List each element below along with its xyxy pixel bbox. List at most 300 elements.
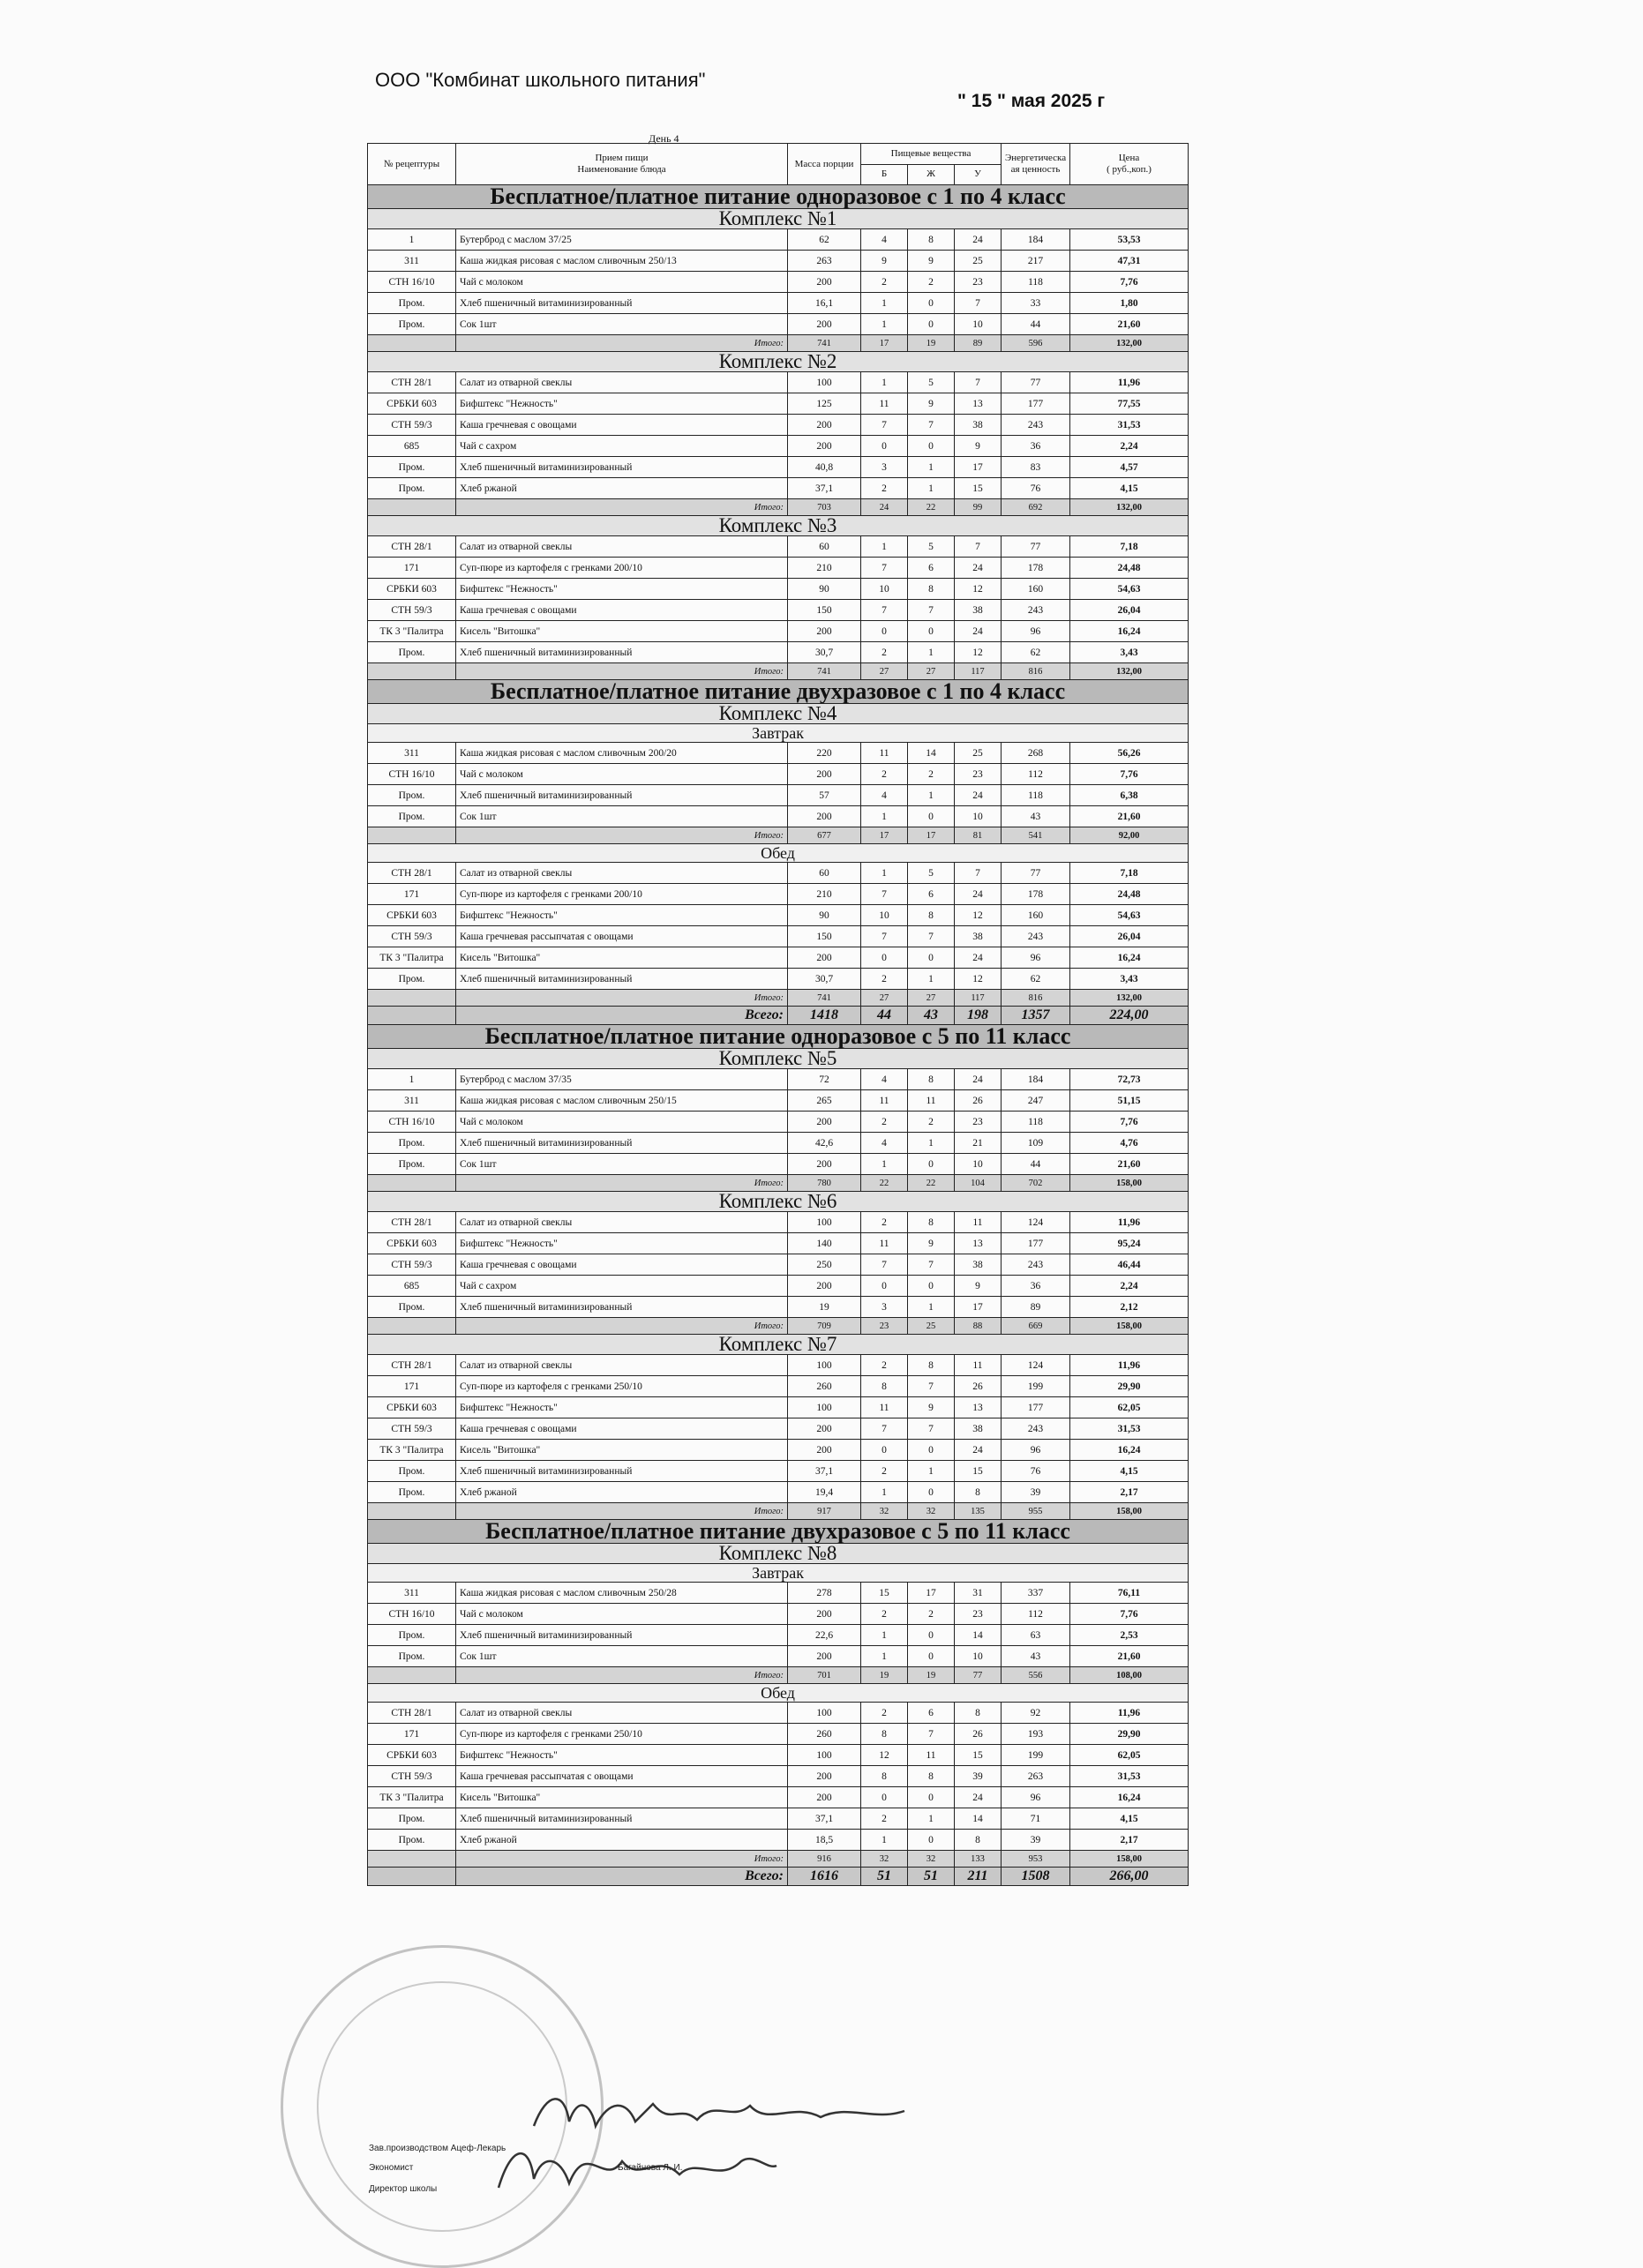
dish-b: 11 [861, 743, 908, 764]
dish-mass: 19,4 [788, 1482, 861, 1503]
dish-b: 1 [861, 1625, 908, 1646]
recipe-code: 311 [368, 1090, 456, 1112]
dish-zh: 1 [908, 642, 955, 663]
dish-mass: 200 [788, 314, 861, 335]
dish-e: 62 [1002, 969, 1070, 990]
dish-b: 4 [861, 785, 908, 806]
recipe-code: Пром. [368, 642, 456, 663]
total-b: 22 [861, 1175, 908, 1192]
meal-title-cell: Обед [368, 844, 1189, 863]
total-u: 117 [955, 663, 1002, 680]
dish-zh: 0 [908, 1276, 955, 1297]
recipe-code: Пром. [368, 293, 456, 314]
dish-e: 76 [1002, 1461, 1070, 1482]
total-label: Всего: [456, 1868, 788, 1886]
total-u: 99 [955, 499, 1002, 516]
dish-mass: 200 [788, 1604, 861, 1625]
dish-name: Чай с молоком [456, 1112, 788, 1133]
total-u: 117 [955, 990, 1002, 1007]
recipe-code: СРБКИ 603 [368, 1397, 456, 1418]
recipe-code: Пром. [368, 785, 456, 806]
recipe-code: СРБКИ 603 [368, 579, 456, 600]
dish-b: 7 [861, 926, 908, 947]
dish-zh: 1 [908, 1461, 955, 1482]
recipe-code: Пром. [368, 478, 456, 499]
complex-title-cell: Комплекс №8 [368, 1544, 1189, 1564]
table-body [368, 185, 1189, 1886]
dish-b: 3 [861, 457, 908, 478]
section-title-cell: Бесплатное/платное питание двухразовое с 1 по 4 класс [368, 680, 1189, 704]
dish-mass: 150 [788, 926, 861, 947]
dish-price: 2,24 [1070, 1276, 1189, 1297]
dish-b: 3 [861, 1297, 908, 1318]
dish-b: 2 [861, 1703, 908, 1724]
dish-price: 77,55 [1070, 393, 1189, 415]
total-label: Итого: [456, 1318, 788, 1335]
dish-e: 160 [1002, 579, 1070, 600]
total-empty-cell [368, 1175, 456, 1192]
table-row [368, 1808, 1189, 1830]
total-zh: 51 [908, 1868, 955, 1886]
table-row [368, 1133, 1189, 1154]
dish-name: Бифштекс "Нежность" [456, 393, 788, 415]
col-u-header: У [955, 164, 1002, 185]
dish-b: 11 [861, 1233, 908, 1254]
table-row [368, 436, 1189, 457]
recipe-code: СТН 16/10 [368, 272, 456, 293]
dish-price: 16,24 [1070, 1440, 1189, 1461]
dish-b: 12 [861, 1745, 908, 1766]
dish-u: 21 [955, 1133, 1002, 1154]
dish-u: 15 [955, 1461, 1002, 1482]
total-empty-cell [368, 335, 456, 352]
total-e: 692 [1002, 499, 1070, 516]
total-zh: 19 [908, 1667, 955, 1684]
dish-u: 7 [955, 863, 1002, 884]
dish-u: 10 [955, 1646, 1002, 1667]
dish-zh: 6 [908, 1703, 955, 1724]
dish-mass: 30,7 [788, 969, 861, 990]
dish-mass: 72 [788, 1069, 861, 1090]
dish-price: 4,57 [1070, 457, 1189, 478]
dish-e: 33 [1002, 293, 1070, 314]
dish-u: 13 [955, 1397, 1002, 1418]
table-row [368, 579, 1189, 600]
complex-title-cell: Комплекс №5 [368, 1049, 1189, 1069]
dish-b: 10 [861, 579, 908, 600]
dish-name: Хлеб пшеничный витаминизированный [456, 1461, 788, 1482]
table-row [368, 1440, 1189, 1461]
dish-mass: 57 [788, 785, 861, 806]
dish-u: 38 [955, 926, 1002, 947]
dish-e: 184 [1002, 229, 1070, 251]
dish-name: Хлеб пшеничный витаминизированный [456, 1808, 788, 1830]
dish-e: 77 [1002, 372, 1070, 393]
complex-title [368, 1544, 1189, 1564]
dish-zh: 1 [908, 785, 955, 806]
dish-price: 16,24 [1070, 947, 1189, 969]
dish-e: 43 [1002, 806, 1070, 827]
total-empty-cell [368, 1851, 456, 1868]
total-b: 27 [861, 990, 908, 1007]
footer-economist: Экономист [369, 2163, 414, 2173]
meal-total-row [368, 1175, 1189, 1192]
meal-total-row [368, 1503, 1189, 1520]
dish-zh: 7 [908, 1418, 955, 1440]
dish-name: Хлеб пшеничный витаминизированный [456, 1133, 788, 1154]
total-empty-cell [368, 499, 456, 516]
recipe-code: СТН 16/10 [368, 764, 456, 785]
dish-name: Салат из отварной свеклы [456, 1703, 788, 1724]
total-empty-cell [368, 1503, 456, 1520]
dish-name: Каша гречневая с овощами [456, 415, 788, 436]
recipe-code: Пром. [368, 1646, 456, 1667]
complex-title-cell: Комплекс №6 [368, 1192, 1189, 1212]
meal-total-row [368, 827, 1189, 844]
dish-mass: 22,6 [788, 1625, 861, 1646]
dish-zh: 1 [908, 1808, 955, 1830]
dish-name: Хлеб ржаной [456, 1830, 788, 1851]
dish-b: 1 [861, 806, 908, 827]
dish-b: 0 [861, 1276, 908, 1297]
dish-price: 4,15 [1070, 1461, 1189, 1482]
meal-title [368, 1564, 1189, 1583]
total-empty-cell [368, 1007, 456, 1025]
menu-table [367, 143, 1189, 1886]
dish-b: 4 [861, 1069, 908, 1090]
dish-e: 96 [1002, 1440, 1070, 1461]
dish-price: 4,15 [1070, 1808, 1189, 1830]
dish-e: 177 [1002, 1233, 1070, 1254]
dish-mass: 200 [788, 947, 861, 969]
dish-u: 14 [955, 1808, 1002, 1830]
dish-name: Суп-пюре из картофеля с гренками 250/10 [456, 1376, 788, 1397]
recipe-code: СРБКИ 603 [368, 1233, 456, 1254]
table-row [368, 1703, 1189, 1724]
dish-mass: 200 [788, 806, 861, 827]
dish-u: 10 [955, 1154, 1002, 1175]
dish-mass: 19 [788, 1297, 861, 1318]
dish-b: 2 [861, 1355, 908, 1376]
dish-b: 15 [861, 1583, 908, 1604]
recipe-code: 311 [368, 251, 456, 272]
dish-e: 63 [1002, 1625, 1070, 1646]
dish-b: 7 [861, 884, 908, 905]
total-empty-cell [368, 990, 456, 1007]
dish-b: 1 [861, 536, 908, 558]
total-u: 88 [955, 1318, 1002, 1335]
dish-u: 23 [955, 272, 1002, 293]
col-mass-header: Масса порции [788, 144, 861, 185]
dish-u: 39 [955, 1766, 1002, 1787]
section-title [368, 185, 1189, 209]
total-price: 132,00 [1070, 335, 1189, 352]
dish-mass: 220 [788, 743, 861, 764]
dish-name: Чай с сахром [456, 436, 788, 457]
dish-price: 2,53 [1070, 1625, 1189, 1646]
dish-u: 7 [955, 372, 1002, 393]
table-row [368, 1830, 1189, 1851]
dish-b: 1 [861, 1646, 908, 1667]
dish-mass: 42,6 [788, 1133, 861, 1154]
table-row [368, 1787, 1189, 1808]
dish-mass: 200 [788, 764, 861, 785]
table-row [368, 229, 1189, 251]
dish-mass: 210 [788, 884, 861, 905]
dish-price: 7,76 [1070, 272, 1189, 293]
dish-zh: 8 [908, 905, 955, 926]
total-u: 133 [955, 1851, 1002, 1868]
total-e: 669 [1002, 1318, 1070, 1335]
recipe-code: Пром. [368, 457, 456, 478]
dish-zh: 8 [908, 229, 955, 251]
table-row [368, 1745, 1189, 1766]
total-mass: 677 [788, 827, 861, 844]
dish-mass: 90 [788, 579, 861, 600]
total-u: 81 [955, 827, 1002, 844]
total-mass: 709 [788, 1318, 861, 1335]
dish-u: 23 [955, 764, 1002, 785]
table-row [368, 251, 1189, 272]
table-row [368, 905, 1189, 926]
complex-title [368, 704, 1189, 724]
dish-mass: 60 [788, 536, 861, 558]
dish-zh: 0 [908, 1482, 955, 1503]
dish-e: 337 [1002, 1583, 1070, 1604]
dish-mass: 100 [788, 372, 861, 393]
col-recipe-header: № рецептуры [368, 144, 456, 185]
dish-price: 21,60 [1070, 1646, 1189, 1667]
recipe-code: ТК 3 "Палитра [368, 1787, 456, 1808]
table-row [368, 1355, 1189, 1376]
total-label: Всего: [456, 1007, 788, 1025]
grand-total-row [368, 1007, 1189, 1025]
table-row [368, 457, 1189, 478]
table-row [368, 415, 1189, 436]
table-row [368, 293, 1189, 314]
dish-u: 11 [955, 1212, 1002, 1233]
recipe-code: Пром. [368, 1830, 456, 1851]
total-empty-cell [368, 1667, 456, 1684]
dish-e: 243 [1002, 926, 1070, 947]
total-price: 224,00 [1070, 1007, 1189, 1025]
recipe-code: Пром. [368, 1133, 456, 1154]
section-title [368, 1025, 1189, 1049]
recipe-code: ТК 3 "Палитра [368, 947, 456, 969]
table-row [368, 926, 1189, 947]
dish-name: Сок 1шт [456, 314, 788, 335]
dish-price: 11,96 [1070, 372, 1189, 393]
dish-name: Чай с молоком [456, 272, 788, 293]
table-row [368, 1646, 1189, 1667]
dish-b: 1 [861, 1154, 908, 1175]
dish-b: 8 [861, 1766, 908, 1787]
dish-b: 11 [861, 393, 908, 415]
table-row [368, 806, 1189, 827]
dish-price: 95,24 [1070, 1233, 1189, 1254]
dish-e: 83 [1002, 457, 1070, 478]
dish-name: Салат из отварной свеклы [456, 372, 788, 393]
dish-u: 26 [955, 1724, 1002, 1745]
dish-e: 118 [1002, 1112, 1070, 1133]
dish-price: 7,18 [1070, 863, 1189, 884]
col-price-line1: Цена [1118, 153, 1140, 163]
dish-zh: 1 [908, 1133, 955, 1154]
table-row [368, 743, 1189, 764]
dish-zh: 0 [908, 1154, 955, 1175]
section-title-cell: Бесплатное/платное питание одноразовое с 1 по 4 класс [368, 185, 1189, 209]
dish-name: Хлеб ржаной [456, 478, 788, 499]
section-title [368, 680, 1189, 704]
dish-zh: 7 [908, 415, 955, 436]
dish-zh: 0 [908, 1787, 955, 1808]
dish-name: Бифштекс "Нежность" [456, 1745, 788, 1766]
dish-price: 7,76 [1070, 1604, 1189, 1625]
dish-zh: 0 [908, 1830, 955, 1851]
dish-b: 0 [861, 436, 908, 457]
total-label: Итого: [456, 990, 788, 1007]
dish-price: 3,43 [1070, 642, 1189, 663]
dish-mass: 260 [788, 1376, 861, 1397]
dish-u: 24 [955, 558, 1002, 579]
dish-b: 1 [861, 1482, 908, 1503]
total-b: 23 [861, 1318, 908, 1335]
total-b: 32 [861, 1851, 908, 1868]
dish-name: Каша жидкая рисовая с маслом сливочным 250/28 [456, 1583, 788, 1604]
dish-e: 89 [1002, 1297, 1070, 1318]
dish-name: Каша жидкая рисовая с маслом сливочным 250/15 [456, 1090, 788, 1112]
total-label: Итого: [456, 663, 788, 680]
document-date: " 15 " мая 2025 г [957, 91, 1106, 111]
dish-name: Бифштекс "Нежность" [456, 1233, 788, 1254]
meal-title [368, 844, 1189, 863]
col-b-header: Б [861, 164, 908, 185]
table-row [368, 1069, 1189, 1090]
dish-price: 4,15 [1070, 478, 1189, 499]
dish-mass: 60 [788, 863, 861, 884]
dish-u: 10 [955, 806, 1002, 827]
table-row [368, 372, 1189, 393]
dish-u: 15 [955, 1745, 1002, 1766]
recipe-code: Пром. [368, 1808, 456, 1830]
col-price-header [1070, 144, 1189, 185]
dish-b: 9 [861, 251, 908, 272]
recipe-code: Пром. [368, 314, 456, 335]
recipe-code: СТН 59/3 [368, 1254, 456, 1276]
dish-price: 24,48 [1070, 558, 1189, 579]
total-label: Итого: [456, 827, 788, 844]
dish-mass: 200 [788, 436, 861, 457]
total-b: 17 [861, 335, 908, 352]
recipe-code: СТН 16/10 [368, 1112, 456, 1133]
dish-u: 14 [955, 1625, 1002, 1646]
dish-b: 2 [861, 1212, 908, 1233]
dish-name: Бифштекс "Нежность" [456, 1397, 788, 1418]
dish-u: 24 [955, 884, 1002, 905]
total-e: 816 [1002, 663, 1070, 680]
total-e: 1508 [1002, 1868, 1070, 1886]
dish-zh: 2 [908, 1604, 955, 1625]
dish-e: 217 [1002, 251, 1070, 272]
dish-name: Суп-пюре из картофеля с гренками 200/10 [456, 884, 788, 905]
meal-total-row [368, 1667, 1189, 1684]
total-u: 89 [955, 335, 1002, 352]
recipe-code: СРБКИ 603 [368, 905, 456, 926]
dish-e: 118 [1002, 785, 1070, 806]
dish-u: 7 [955, 293, 1002, 314]
dish-e: 39 [1002, 1482, 1070, 1503]
table-row [368, 621, 1189, 642]
col-zh-header: Ж [908, 164, 955, 185]
dish-e: 43 [1002, 1646, 1070, 1667]
total-price: 158,00 [1070, 1851, 1189, 1868]
col-energy-header [1002, 144, 1070, 185]
dish-zh: 17 [908, 1583, 955, 1604]
dish-b: 1 [861, 1830, 908, 1851]
table-row [368, 1461, 1189, 1482]
dish-price: 29,90 [1070, 1376, 1189, 1397]
total-zh: 32 [908, 1503, 955, 1520]
total-e: 955 [1002, 1503, 1070, 1520]
dish-zh: 14 [908, 743, 955, 764]
total-u: 198 [955, 1007, 1002, 1025]
dish-b: 1 [861, 293, 908, 314]
recipe-code: СТН 28/1 [368, 1355, 456, 1376]
dish-u: 31 [955, 1583, 1002, 1604]
dish-e: 178 [1002, 884, 1070, 905]
dish-zh: 9 [908, 1397, 955, 1418]
dish-mass: 200 [788, 1418, 861, 1440]
total-zh: 27 [908, 663, 955, 680]
total-e: 953 [1002, 1851, 1070, 1868]
recipe-code: 171 [368, 1724, 456, 1745]
recipe-code: Пром. [368, 806, 456, 827]
complex-title-cell: Комплекс №4 [368, 704, 1189, 724]
dish-e: 44 [1002, 314, 1070, 335]
dish-zh: 2 [908, 272, 955, 293]
dish-price: 29,90 [1070, 1724, 1189, 1745]
dish-zh: 0 [908, 1625, 955, 1646]
dish-mass: 200 [788, 1440, 861, 1461]
total-zh: 25 [908, 1318, 955, 1335]
total-u: 77 [955, 1667, 1002, 1684]
dish-price: 54,63 [1070, 579, 1189, 600]
organization-name: ООО "Комбинат школьного питания" [375, 69, 706, 91]
table-row [368, 1724, 1189, 1745]
meal-title [368, 1684, 1189, 1703]
dish-name: Бутерброд с маслом 37/25 [456, 229, 788, 251]
dish-name: Хлеб пшеничный витаминизированный [456, 969, 788, 990]
dish-mass: 16,1 [788, 293, 861, 314]
dish-zh: 7 [908, 600, 955, 621]
table-row [368, 947, 1189, 969]
dish-mass: 200 [788, 621, 861, 642]
dish-u: 24 [955, 621, 1002, 642]
dish-e: 177 [1002, 1397, 1070, 1418]
total-zh: 27 [908, 990, 955, 1007]
dish-mass: 260 [788, 1724, 861, 1745]
recipe-code: СТН 59/3 [368, 926, 456, 947]
dish-e: 96 [1002, 621, 1070, 642]
dish-u: 11 [955, 1355, 1002, 1376]
table-row [368, 1276, 1189, 1297]
dish-u: 23 [955, 1112, 1002, 1133]
recipe-code: Пром. [368, 1154, 456, 1175]
total-empty-cell [368, 663, 456, 680]
dish-price: 11,96 [1070, 1703, 1189, 1724]
signature-production-manager [529, 2086, 909, 2139]
table-row [368, 1397, 1189, 1418]
